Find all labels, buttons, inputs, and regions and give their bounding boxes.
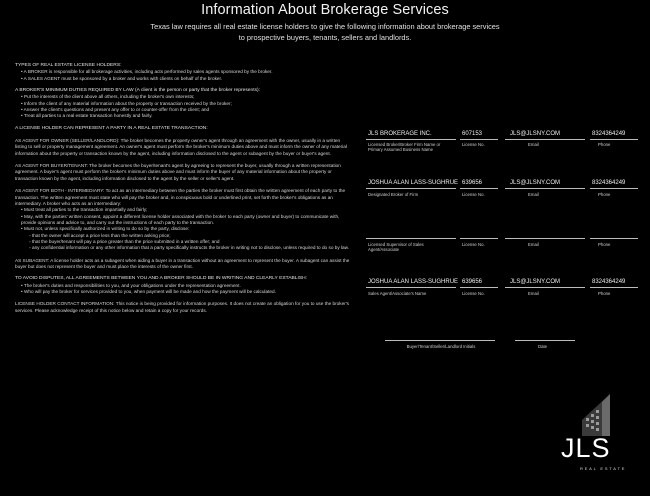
represent-heading: A LICENSE HOLDER CAN REPRESENT A PARTY IN A REAL ESTATE TRANSACTION:: [15, 125, 208, 131]
min-duty-item: • Inform the client of any material information about the property or transaction received by the broker;: [21, 100, 232, 106]
broker-license-field[interactable]: 607153: [462, 131, 483, 137]
logo-text: JLS: [561, 433, 611, 463]
broker-license-label: License No.: [462, 142, 485, 147]
avoid-item: • Who will pay the broker for services provided to you, when payment will be made and how the payment will be calculated.: [21, 288, 276, 294]
left-column: [15, 63, 351, 314]
designated-label: Designated Broker of Firm: [368, 192, 419, 197]
date-line[interactable]: [515, 340, 575, 341]
designated-name-line: [366, 188, 456, 189]
types-item: • A BROKER is responsible for all brokerage activities, including acts performed by sales agents sponsored by the broker.: [21, 69, 273, 75]
min-duty-item: • Treat all parties to a real estate transaction honestly and fairly.: [21, 113, 153, 119]
avoid-disputes-heading: TO AVOID DISPUTES, ALL AGREEMENTS BETWEEN YOU AND A BROKER SHOULD BE IN WRITING AND CLEARLY ESTABLISH:: [15, 276, 307, 282]
intermediary-item: • May, with the parties' written consent, appoint a different license holder associated with the broker to each party (owner and buyer) to communicate with, provide opinions and advice to, and carry out the instructions of each party to the transaction.: [21, 213, 340, 225]
designated-license-line: [460, 188, 498, 189]
subagent-paragraph: AS SUBAGENT: A license holder acts as a subagent when aiding a buyer in a transaction without an agreement to represent the buyer. A subagent can assist the buyer but does not represent the buyer and must place the interests of the owner first.: [15, 257, 350, 269]
designated-license-label: License No.: [462, 192, 485, 197]
types-item: • A SALES AGENT must be sponsored by a broker and works with clients on behalf of the broker.: [21, 75, 223, 81]
designated-license-field[interactable]: 639656: [462, 180, 483, 186]
types-heading: TYPES OF REAL ESTATE LICENSE HOLDERS:: [15, 63, 122, 68]
agent-license-field[interactable]: 639656: [462, 279, 483, 285]
agent-email-label: Email: [528, 291, 539, 296]
designated-email-label: Email: [528, 192, 539, 197]
agent-license-label: License No.: [462, 291, 485, 296]
agent-buyer-paragraph: AS AGENT FOR BUYER/TENANT: The broker becomes the buyer/tenant's agent by agreeing to represent the buyer, usually through a written representation agreement. A buyer's agent must perform the broker's minimum duties above and must inform the buyer of any material information about the property or transaction known by the agent, including information disclosed to the agent by the seller or seller's agent.: [15, 163, 341, 181]
designated-phone-field[interactable]: 8324364249: [592, 180, 626, 186]
broker-phone-line: [590, 139, 638, 140]
broker-phone-field[interactable]: 8324364249: [592, 131, 626, 137]
page-title: Information About Brokerage Services: [201, 2, 449, 18]
broker-name-line: [366, 139, 456, 140]
agent-license-line: [460, 287, 498, 288]
designated-email-field[interactable]: JLS@JLSNY.COM: [510, 180, 560, 186]
date-label: Date: [538, 344, 548, 349]
agent-name-line: [366, 287, 456, 288]
intermediary-item: • Must not, unless specifically authorized in writing to do so by the party, disclose:: [21, 226, 190, 232]
contact-info-paragraph: LICENSE HOLDER CONTACT INFORMATION: This notice is being provided for information purposes. It does not create an obligation for you to use the broker's services. Please acknowledge receipt of this notice below and retain a copy for your records.: [15, 301, 350, 313]
supervisor-label: Licensed Supervisor of Sales Agent/Associate: [368, 242, 424, 253]
broker-license-line: [460, 139, 498, 140]
avoid-item: • The broker's duties and responsibilities to you, and your obligations under the representation agreement.: [21, 282, 241, 288]
intermediary-item: • Must treat all parties to the transaction impartially and fairly;: [21, 207, 148, 213]
supervisor-name-line[interactable]: [366, 238, 456, 239]
designated-phone-label: Phone: [598, 192, 611, 197]
min-duties-heading: A BROKER'S MINIMUM DUTIES REQUIRED BY LAW (A client is the person or party that the broker represents):: [15, 88, 260, 94]
intro-text: Texas law requires all real estate license holders to give the following information about brokerage services to prospective buyers, tenants, sellers and landlords.: [150, 22, 500, 42]
min-duty-item: • Answer the client's questions and present any offer to or counter-offer from the client; and: [21, 107, 210, 113]
initials-label: Buyer/Tenant/Seller/Landlord Initials: [406, 344, 476, 349]
broker-phone-label: Phone: [598, 142, 611, 147]
agent-phone-label: Phone: [598, 291, 611, 296]
broker-name-field[interactable]: JLS BROKERAGE INC.: [368, 131, 432, 137]
supervisor-phone-line[interactable]: [590, 238, 638, 239]
supervisor-email-line[interactable]: [505, 238, 585, 239]
intermediary-subitem: ◦ that the buyer/tenant will pay a price greater than the price submitted in a written offer; and: [29, 238, 220, 244]
agent-phone-line: [590, 287, 638, 288]
agent-email-field[interactable]: JLS@JLSNY.COM: [510, 279, 560, 285]
supervisor-license-line[interactable]: [460, 238, 498, 239]
agent-name-field[interactable]: JOSHUA ALAN LASS-SUGHRUE: [368, 279, 459, 285]
agent-label: Sales Agent/Associate's Name: [368, 291, 427, 296]
agent-email-line: [505, 287, 585, 288]
agent-owner-paragraph: AS AGENT FOR OWNER (SELLER/LANDLORD): The broker becomes the property owner's agent through an agreement with the owner, usually in a written listing to sell or property management agreement. An owner's agent must perform the broker's minimum duties above and must inform the owner of any material information about the property or transaction known by the agent, including information disclosed to the agent or subagent by the buyer or buyer's agent.: [15, 138, 347, 156]
initials-line[interactable]: [385, 340, 495, 341]
min-duty-item: • Put the interests of the client above all others, including the broker's own interests;: [21, 94, 195, 100]
intermediary-subitem: ◦ any confidential information or any other information that a party specifically instructs the broker in writing not to disclose, unless required to do so by law.: [29, 245, 350, 251]
broker-email-line: [505, 139, 585, 140]
intermediary-subitem: ◦ that the owner will accept a price less than the written asking price;: [29, 232, 171, 238]
designated-email-line: [505, 188, 585, 189]
broker-email-field[interactable]: JLS@JLSNY.COM: [510, 131, 560, 137]
supervisor-email-label: Email: [528, 242, 539, 247]
supervisor-license-label: License No.: [462, 242, 485, 247]
broker-label: Licensed Broker/Broker Firm Name or Primary Assumed Business Name: [368, 142, 441, 153]
designated-phone-line: [590, 188, 638, 189]
designated-name-field[interactable]: JOSHUA ALAN LASS-SUGHRUE: [368, 180, 459, 186]
agent-phone-field[interactable]: 8324364249: [592, 279, 626, 285]
broker-email-label: Email: [528, 142, 539, 147]
supervisor-phone-label: Phone: [598, 242, 611, 247]
logo-subtitle: REAL ESTATE: [580, 466, 627, 471]
intermediary-paragraph: AS AGENT FOR BOTH - INTERMEDIARY: To act as an intermediary between the parties the broker must first obtain the written agreement of each party to the transaction. The written agreement must state who will pay the broker and, in conspicuous bold or underlined print, set forth the broker's obligations as an intermediary. A broker who acts as an intermediary:: [15, 188, 346, 206]
